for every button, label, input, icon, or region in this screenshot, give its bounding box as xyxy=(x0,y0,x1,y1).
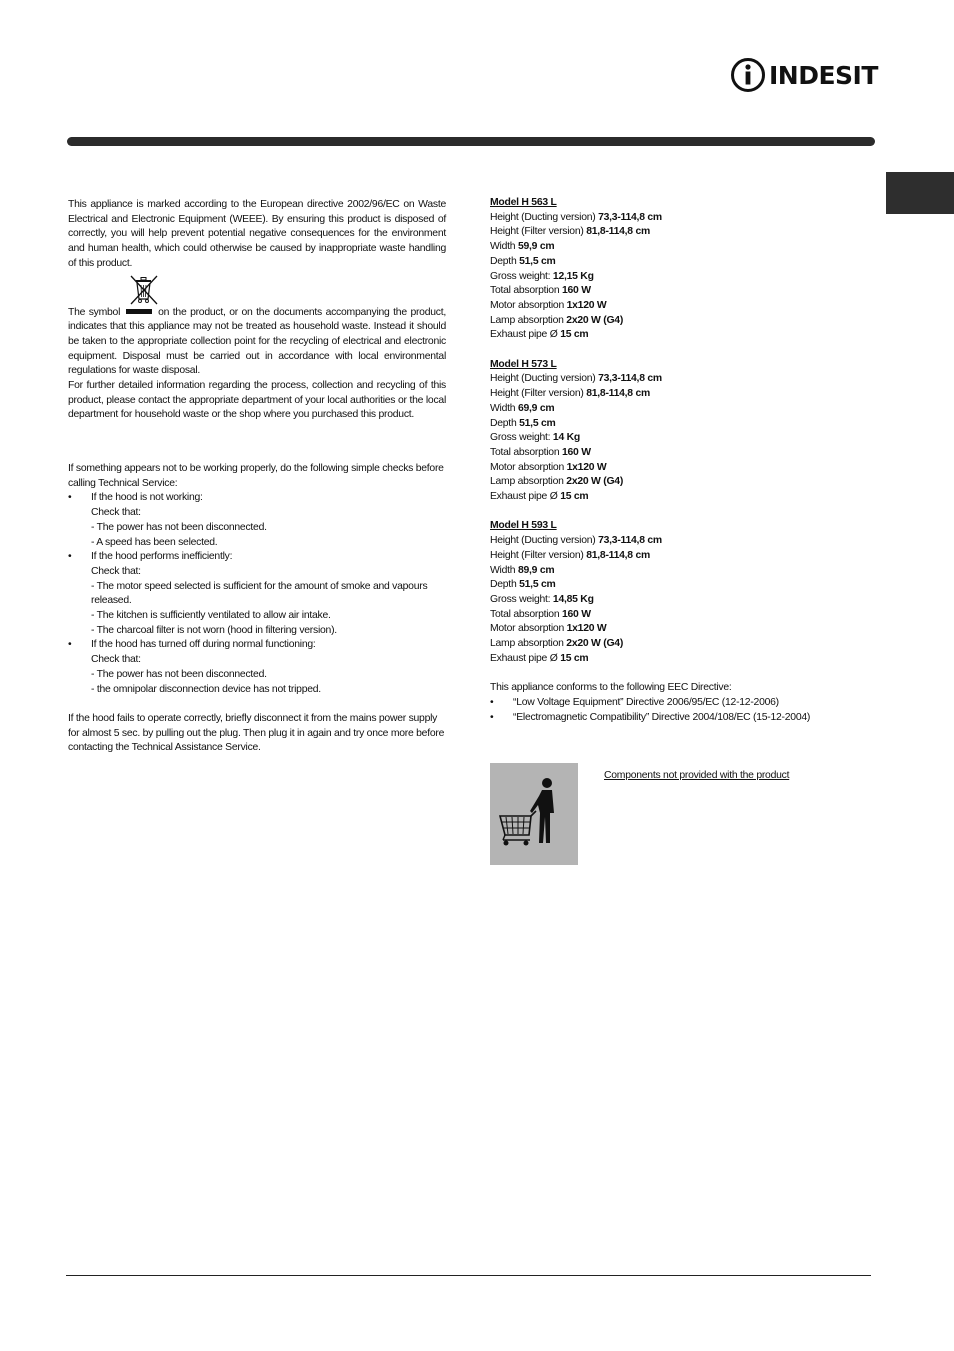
list-item: • “Low Voltage Equipment” Directive 2006/95/EC (12-12-2006) xyxy=(490,696,779,708)
troubleshooting-outro: If the hood fails to operate correctly, briefly disconnect it from the mains power supply for almost 5 sec. by pulling out the plug. Then plug it in again and try once more before contacting the Technical Assistance Service. xyxy=(68,712,445,754)
disposal-paragraph-3: For further detailed information regarding the process, collection and recycling of this product, please contact the appropriate department of your local authorities or the local department for household waste or the shop where you purchased this product. xyxy=(68,380,446,421)
model-title: Model H 563 L xyxy=(490,197,557,208)
footer-rule xyxy=(66,1275,871,1276)
brand-logo-text: INDESIT xyxy=(769,60,878,90)
left-column xyxy=(68,198,446,423)
model-spec-block: Model H 573 L Height (Ducting version) 73,3-114,8 cm Height (Filter version) 81,8-114,8 cm Width 69,9 cm Depth 51,5 cm Gross weight: 14 Kg Total absorption 160 W Motor absorption 1x120 W Lamp absorption 2x20 W (G4) Exhaust pipe Ø 15 cm xyxy=(490,358,850,505)
right-column xyxy=(490,196,850,725)
indesit-logo-icon xyxy=(730,57,766,93)
components-note: Components not provided with the product xyxy=(604,770,790,781)
model-title: Model H 573 L xyxy=(490,358,557,370)
troubleshooting-intro: If something appears not to be working properly, do the following simple checks before calling Technical Service: xyxy=(68,463,444,489)
conformity-intro: This appliance conforms to the following EEC Directive: xyxy=(490,682,732,694)
symbol-bar-icon xyxy=(126,309,152,314)
disposal-paragraph-2: The symbol on the product, or on the documents accompanying the product, indicates that this appliance may not be treated as household waste. Instead it should be taken to the appropriate collection point for the recycling of electrical and electronic equipment. Disposal must be carried out in accordance with local environmental regulations for waste disposal. xyxy=(68,306,446,377)
model-title: Model H 593 L xyxy=(490,520,557,532)
crossed-bin-icon xyxy=(126,274,162,306)
model-spec-block: Model H 593 L Height (Ducting version) 73,3-114,8 cm Height (Filter version) 81,8-114,8 cm Width 89,9 cm Depth 51,5 cm Gross weight: 14,85 Kg Total absorption 160 W Motor absorption 1x120 W Lamp absorption 2x20 W (G4) Exhaust pipe Ø 15 cm xyxy=(490,519,850,666)
cart-pictogram xyxy=(490,763,578,865)
disposal-paragraph-1: This appliance is marked according to the European directive 2002/96/EC on Waste Electrical and Electronic Equipment (WEEE). By ensuring this product is disposed of correctly, you will help prevent potential negative consequences for the environment and human health, which could otherwise be caused by inappropriate waste handling of this product. xyxy=(68,199,446,269)
list-item: • If the hood is not working: Check that: - The power has not been disconnected. - A speed has been selected. xyxy=(68,492,267,548)
list-item: • If the hood has turned off during normal functioning: Check that: - The power has not been disconnected. - the omnipolar disconnection device has not tripped. xyxy=(68,639,321,695)
brand-logo xyxy=(730,56,878,94)
header-bar xyxy=(67,137,875,146)
conformity-section xyxy=(490,681,850,725)
model-spec-block: Model H 563 L Height (Ducting version) 73,3-114,8 cm Height (Filter version) 81,8-114,8 cm Width 59,9 cm Depth 51,5 cm Gross weight: 12,15 Kg Total absorption 160 W Motor absorption 1x120 W Lamp absorption 2x20 W (G4) Exhaust pipe Ø 15 cm xyxy=(490,196,850,343)
troubleshooting-section xyxy=(68,462,446,756)
shopping-cart-person-icon xyxy=(490,763,578,865)
list-item: • If the hood performs inefficiently: Check that: - The motor speed selected is sufficient for the amount of smoke and vapours released. - The kitchen is sufficiently ventilated to allow air intake. - The charcoal filter is not worn (hood in filtering version). xyxy=(68,551,428,636)
list-item: • “Electromagnetic Compatibility” Directive 2004/108/EC (15-12-2004) xyxy=(490,711,811,723)
side-tab xyxy=(886,172,954,214)
